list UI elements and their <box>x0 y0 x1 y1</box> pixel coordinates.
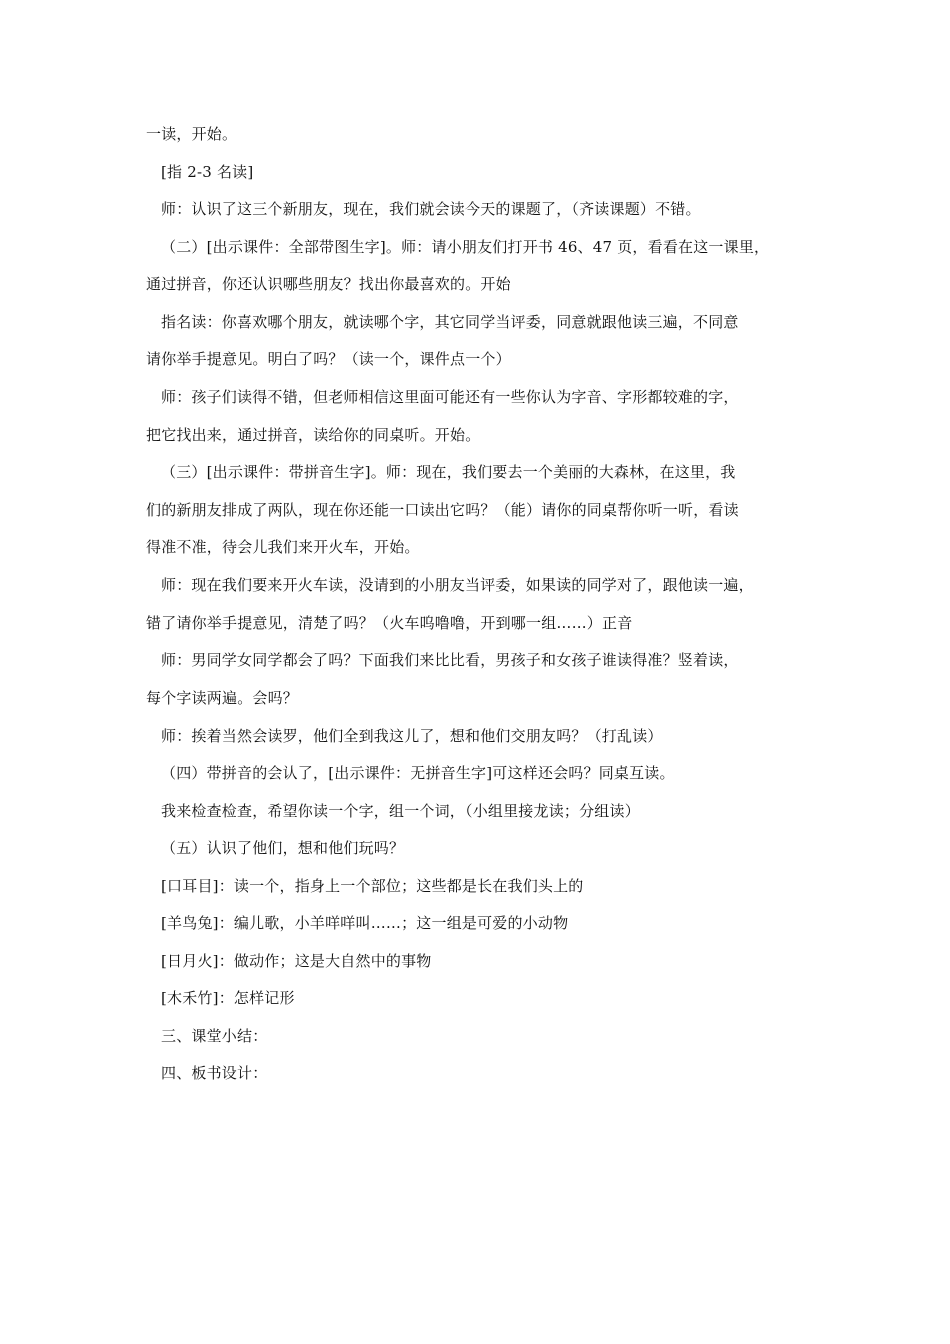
text-line: 一读，开始。 <box>146 125 238 143</box>
text-line: 师：孩子们读得不错，但老师相信这里面可能还有一些你认为字音、字形都较难的字， <box>161 388 739 406</box>
text-line: 我来检查检查，希望你读一个字，组一个词，（小组里接龙读；分组读） <box>161 802 640 820</box>
text-line: （五）认识了他们，想和他们玩吗？ <box>161 839 405 857</box>
text-line: 请你举手提意见。明白了吗？（读一个，课件点一个） <box>146 350 511 368</box>
text-line: 们的新朋友排成了两队，现在你还能一口读出它吗？（能）请你的同桌帮你听一听，看读 <box>146 501 739 519</box>
text-line: （三）[出示课件：带拼音生字]。师：现在，我们要去一个美丽的大森林，在这里，我 <box>161 463 736 481</box>
text-line: [羊鸟兔]：编儿歌，小羊咩咩叫……；这一组是可爱的小动物 <box>161 914 569 932</box>
text-line: [木禾竹]：怎样记形 <box>161 989 295 1007</box>
text-line: 指名读：你喜欢哪个朋友，就读哪个字，其它同学当评委，同意就跟他读三遍，不同意 <box>161 313 739 331</box>
text-line: 得准不准，待会儿我们来开火车，开始。 <box>146 538 420 556</box>
section-heading: 三、课堂小结： <box>161 1027 268 1045</box>
text-line: （四）带拼音的会认了，[出示课件：无拼音生字]可这样还会吗？同桌互读。 <box>161 764 675 782</box>
text-line: （二）[出示课件：全部带图生字]。师：请小朋友们打开书 46、47 页，看看在这一课里， <box>161 238 770 256</box>
text-line: [指 2-3 名读] <box>161 163 254 181</box>
text-line: [日月火]：做动作；这是大自然中的事物 <box>161 952 432 970</box>
text-line: 师：挨着当然会读罗，他们全到我这儿了，想和他们交朋友吗？（打乱读） <box>161 727 663 745</box>
text-line: 把它找出来，通过拼音，读给你的同桌听。开始。 <box>146 426 481 444</box>
text-line: 师：男同学女同学都会了吗？下面我们来比比看，男孩子和女孩子谁读得准？竖着读， <box>161 651 739 669</box>
text-line: 每个字读两遍。会吗？ <box>146 689 299 707</box>
text-line: 通过拼音，你还认识哪些朋友？找出你最喜欢的。开始 <box>146 275 511 293</box>
text-line: 错了请你举手提意见，清楚了吗？（火车呜噜噜，开到哪一组……）正音 <box>146 614 633 632</box>
section-heading: 四、板书设计： <box>161 1064 268 1082</box>
text-line: 师：认识了这三个新朋友，现在，我们就会读今天的课题了，（齐读课题）不错。 <box>161 200 701 218</box>
text-line: [口耳目]：读一个，指身上一个部位；这些都是长在我们头上的 <box>161 877 584 895</box>
text-line: 师：现在我们要来开火车读，没请到的小朋友当评委，如果读的同学对了，跟他读一遍， <box>161 576 754 594</box>
